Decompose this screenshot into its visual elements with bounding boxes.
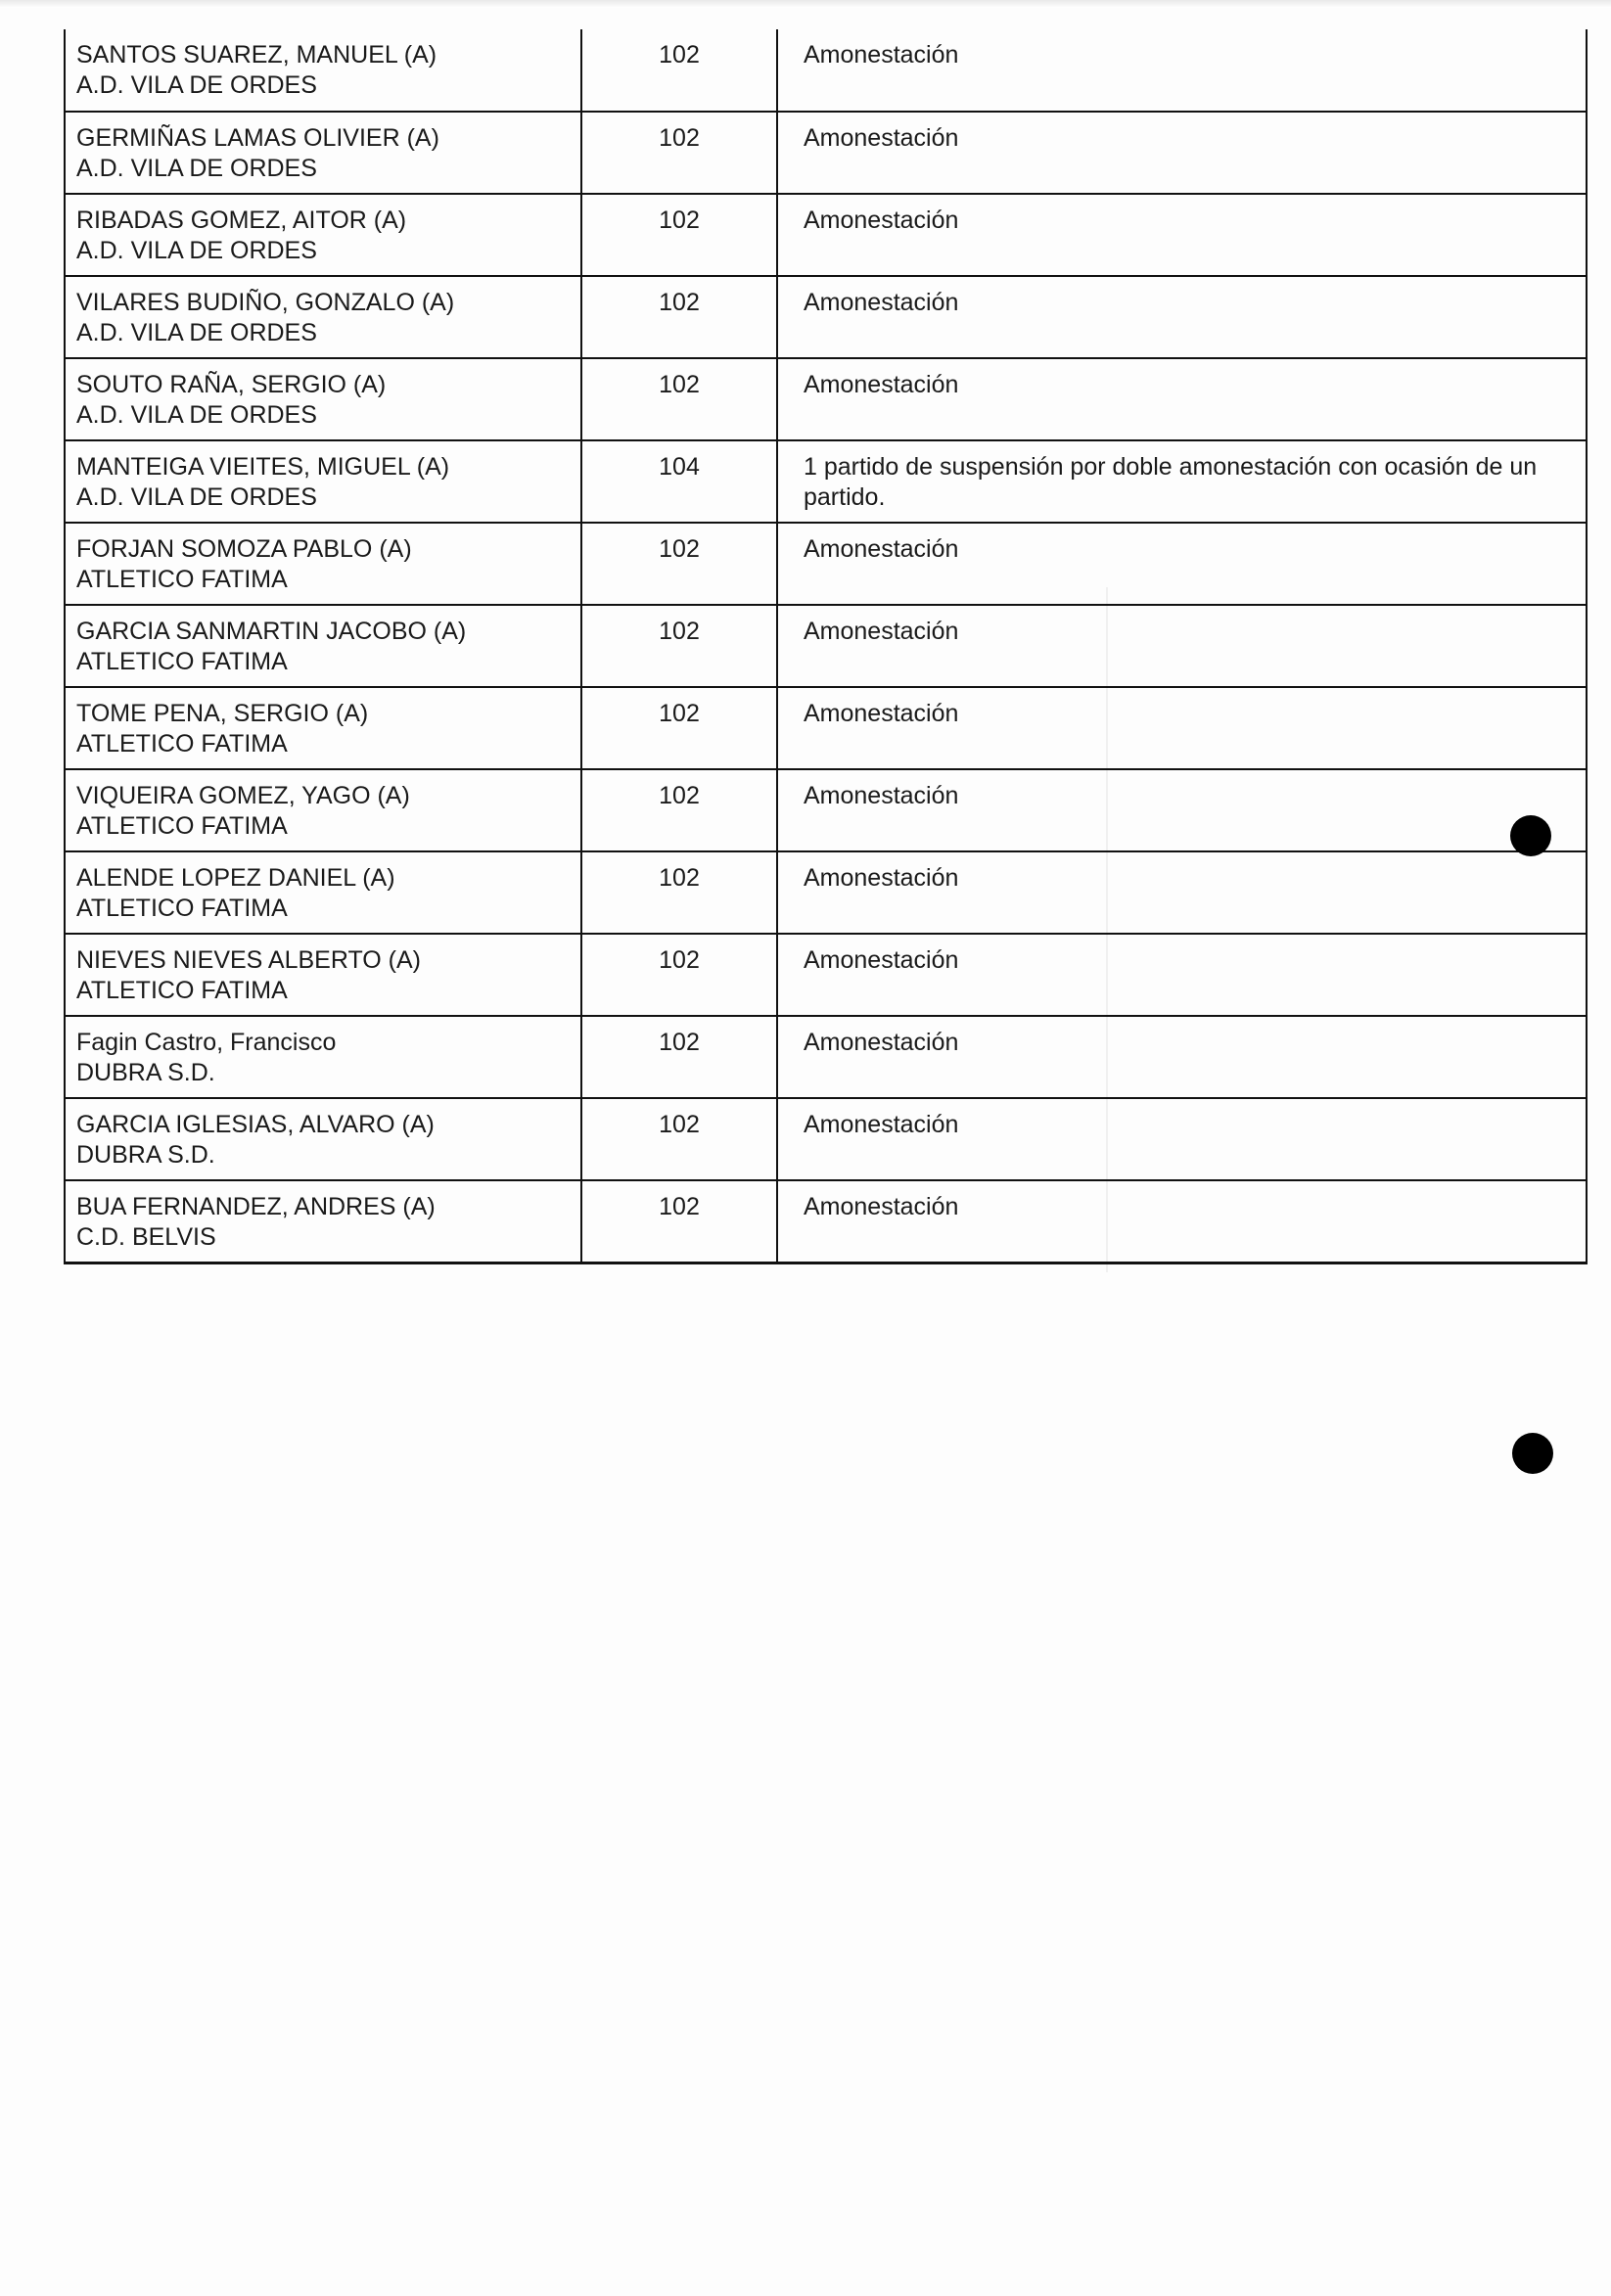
sanction-text: Amonestación (777, 687, 1587, 769)
player-cell (65, 358, 581, 440)
sanction-text: Amonestación (777, 1098, 1587, 1180)
player-name: ALENDE LOPEZ DANIEL (A) (76, 864, 395, 892)
player-cell (65, 112, 581, 194)
player-cell (65, 605, 581, 687)
article-code: 102 (581, 276, 777, 358)
table-row (65, 605, 1587, 687)
sanctions-table (64, 29, 1588, 1264)
player-cell (65, 1016, 581, 1098)
club-name: ATLETICO FATIMA (76, 566, 288, 593)
player-name: SOUTO RAÑA, SERGIO (A) (76, 371, 387, 398)
club-name: DUBRA S.D. (76, 1141, 215, 1169)
club-name: ATLETICO FATIMA (76, 895, 288, 922)
player-name: RIBADAS GOMEZ, AITOR (A) (76, 207, 407, 234)
table-row (65, 851, 1587, 934)
article-code: 102 (581, 194, 777, 276)
club-name: A.D. VILA DE ORDES (76, 237, 317, 264)
sanction-text: Amonestación (777, 194, 1587, 276)
club-name: A.D. VILA DE ORDES (76, 319, 317, 346)
player-cell (65, 276, 581, 358)
player-name: Fagin Castro, Francisco (76, 1029, 337, 1056)
table-row (65, 29, 1587, 112)
punch-hole-mark (1510, 815, 1551, 856)
table-row (65, 1016, 1587, 1098)
club-name: ATLETICO FATIMA (76, 648, 288, 675)
player-name: BUA FERNANDEZ, ANDRES (A) (76, 1193, 436, 1220)
player-cell (65, 194, 581, 276)
player-name: TOME PENA, SERGIO (A) (76, 700, 369, 727)
table-row (65, 1180, 1587, 1263)
article-code: 102 (581, 851, 777, 934)
table-row (65, 687, 1587, 769)
article-code: 102 (581, 523, 777, 605)
player-name: GERMIÑAS LAMAS OLIVIER (A) (76, 124, 439, 152)
player-name: SANTOS SUAREZ, MANUEL (A) (76, 41, 437, 69)
player-cell (65, 769, 581, 851)
player-cell (65, 1180, 581, 1263)
article-code: 102 (581, 687, 777, 769)
player-name: MANTEIGA VIEITES, MIGUEL (A) (76, 453, 450, 481)
article-code: 104 (581, 440, 777, 523)
sanction-text: Amonestación (777, 276, 1587, 358)
club-name: ATLETICO FATIMA (76, 977, 288, 1004)
article-code: 102 (581, 605, 777, 687)
club-name: DUBRA S.D. (76, 1059, 215, 1086)
player-name: GARCIA SANMARTIN JACOBO (A) (76, 618, 467, 645)
player-name: GARCIA IGLESIAS, ALVARO (A) (76, 1111, 435, 1138)
player-cell (65, 440, 581, 523)
article-code: 102 (581, 1016, 777, 1098)
sanction-text: 1 partido de suspensión por doble amonestación con ocasión de un partido. (777, 440, 1587, 523)
club-name: C.D. BELVIS (76, 1223, 216, 1251)
sanction-text: Amonestación (777, 1180, 1587, 1263)
club-name: ATLETICO FATIMA (76, 730, 288, 758)
sanction-text: Amonestación (777, 934, 1587, 1016)
table-row (65, 934, 1587, 1016)
player-cell (65, 523, 581, 605)
table-row (65, 276, 1587, 358)
scan-top-edge (0, 0, 1611, 8)
club-name: ATLETICO FATIMA (76, 812, 288, 840)
article-code: 102 (581, 358, 777, 440)
sanction-text: Amonestación (777, 112, 1587, 194)
player-cell (65, 1098, 581, 1180)
sanction-text: Amonestación (777, 605, 1587, 687)
table-row (65, 440, 1587, 523)
sanction-text: Amonestación (777, 29, 1587, 112)
club-name: A.D. VILA DE ORDES (76, 483, 317, 511)
table-row (65, 1098, 1587, 1180)
article-code: 102 (581, 769, 777, 851)
club-name: A.D. VILA DE ORDES (76, 155, 317, 182)
article-code: 102 (581, 1180, 777, 1263)
sanction-text: Amonestación (777, 851, 1587, 934)
player-name: VILARES BUDIÑO, GONZALO (A) (76, 289, 455, 316)
player-cell (65, 687, 581, 769)
article-code: 102 (581, 29, 777, 112)
table-row (65, 358, 1587, 440)
table-row (65, 194, 1587, 276)
sanction-text: Amonestación (777, 358, 1587, 440)
sanction-text: Amonestación (777, 769, 1587, 851)
player-name: NIEVES NIEVES ALBERTO (A) (76, 946, 421, 974)
player-name: VIQUEIRA GOMEZ, YAGO (A) (76, 782, 410, 809)
punch-hole-mark (1512, 1433, 1553, 1474)
player-cell (65, 29, 581, 112)
table-row (65, 112, 1587, 194)
club-name: A.D. VILA DE ORDES (76, 71, 317, 99)
table-row (65, 769, 1587, 851)
club-name: A.D. VILA DE ORDES (76, 401, 317, 429)
sanction-text: Amonestación (777, 523, 1587, 605)
player-cell (65, 934, 581, 1016)
sanction-text: Amonestación (777, 1016, 1587, 1098)
article-code: 102 (581, 112, 777, 194)
article-code: 102 (581, 1098, 777, 1180)
article-code: 102 (581, 934, 777, 1016)
player-name: FORJAN SOMOZA PABLO (A) (76, 535, 412, 563)
player-cell (65, 851, 581, 934)
table-row (65, 523, 1587, 605)
